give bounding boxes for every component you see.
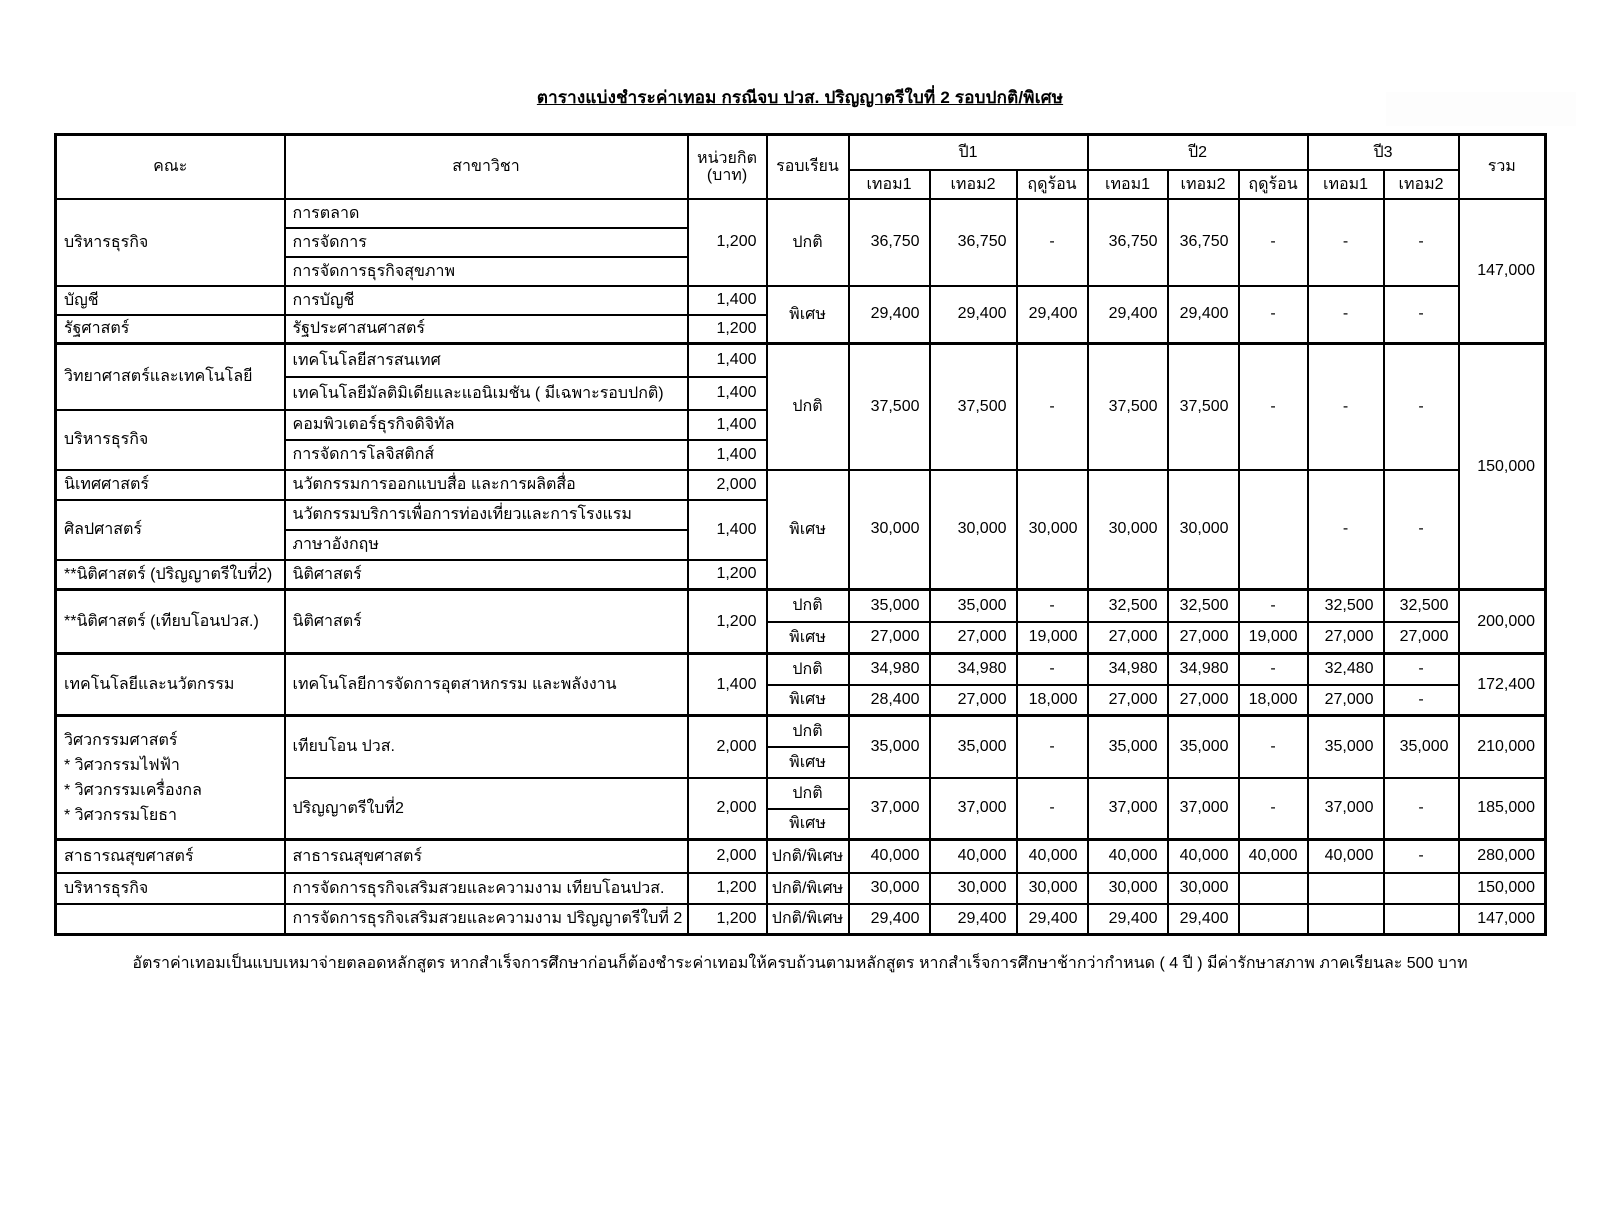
major-cell: ภาษาอังกฤษ xyxy=(285,530,688,560)
round-cell: ปกติ xyxy=(767,590,849,622)
fee-cell: 29,400 xyxy=(1088,904,1168,935)
fee-cell: 34,980 xyxy=(849,654,930,685)
fee-cell: 29,400 xyxy=(1017,286,1088,344)
major-cell: การบัญชี xyxy=(285,286,688,315)
total-cell: 147,000 xyxy=(1459,199,1546,344)
faculty-cell: บริหารธุรกิจ xyxy=(56,199,285,286)
fee-cell: 29,400 xyxy=(849,286,930,344)
fee-cell: - xyxy=(1384,470,1459,590)
table-row xyxy=(56,716,1546,747)
fee-cell: 19,000 xyxy=(1239,622,1308,654)
faculty-line: วิศวกรรมศาสตร์ xyxy=(64,731,178,749)
col-header-year1: ปี1 xyxy=(849,135,1088,170)
fee-cell: - xyxy=(1384,685,1459,716)
col-header-total: รวม xyxy=(1459,135,1546,199)
fee-cell: - xyxy=(1384,344,1459,470)
fee-cell: 32,480 xyxy=(1308,654,1384,685)
credit-cell: 1,400 xyxy=(688,344,767,377)
col-header-y1-summer: ฤดูร้อน xyxy=(1017,170,1088,199)
fee-cell: 40,000 xyxy=(1239,840,1308,873)
round-cell: พิเศษ xyxy=(767,622,849,654)
fee-cell: - xyxy=(1384,286,1459,344)
major-cell: เทคโนโลยีสารสนเทศ xyxy=(285,344,688,377)
col-header-credit xyxy=(688,135,767,199)
fee-cell xyxy=(1384,904,1459,935)
fee-cell: 40,000 xyxy=(1017,840,1088,873)
fee-cell: 36,750 xyxy=(849,199,930,286)
credit-cell: 2,000 xyxy=(688,716,767,778)
table-row xyxy=(56,904,1546,935)
fee-cell: 27,000 xyxy=(1308,685,1384,716)
col-header-credit-line1: หน่วยกิต xyxy=(697,149,757,167)
major-cell: การจัดการ xyxy=(285,228,688,257)
round-cell: ปกติ xyxy=(767,199,849,286)
fee-cell: - xyxy=(1308,344,1384,470)
fee-cell: 36,750 xyxy=(930,199,1017,286)
credit-cell: 2,000 xyxy=(688,470,767,500)
fee-cell: 29,400 xyxy=(849,904,930,935)
major-cell: สาธารณสุขศาสตร์ xyxy=(285,840,688,873)
scan-artifact xyxy=(1386,92,1576,126)
fee-cell: - xyxy=(1017,199,1088,286)
footnote: อัตราค่าเทอมเป็นแบบเหมาจ่ายตลอดหลักสูตร หากสำเร็จการศึกษาก่อนก็ต้องชำระค่าเทอมให้ครบถ้วนตามหลักสูตร หากสำเร็จการศึกษาช้ากว่ากำหนด ( 4 ปี ) มีค่ารักษาสภาพ ภาคเรียนละ 500 บาท xyxy=(132,955,1468,972)
table-row xyxy=(56,654,1546,685)
round-cell: พิเศษ xyxy=(767,685,849,716)
fee-cell: 32,500 xyxy=(1384,590,1459,622)
fee-cell: 30,000 xyxy=(1088,873,1168,904)
credit-cell: 1,200 xyxy=(688,873,767,904)
table-row xyxy=(56,840,1546,873)
fee-cell: - xyxy=(1017,654,1088,685)
fee-cell: 35,000 xyxy=(1088,716,1168,778)
total-cell: 150,000 xyxy=(1459,873,1546,904)
total-cell: 280,000 xyxy=(1459,840,1546,873)
fee-cell: 36,750 xyxy=(1168,199,1239,286)
credit-cell: 1,200 xyxy=(688,560,767,590)
fee-cell: 34,980 xyxy=(930,654,1017,685)
major-cell: เทคโนโลยีมัลติมิเดียและแอนิเมชัน ( มีเฉพาะรอบปกติ) xyxy=(285,377,688,410)
col-header-y1-term2: เทอม2 xyxy=(930,170,1017,199)
round-cell: ปกติ xyxy=(767,778,849,809)
fee-cell: - xyxy=(1239,199,1308,286)
fee-cell: 27,000 xyxy=(1168,685,1239,716)
fee-cell xyxy=(1308,873,1384,904)
fee-cell: 29,400 xyxy=(1168,286,1239,344)
credit-cell: 1,400 xyxy=(688,440,767,470)
fee-cell: 19,000 xyxy=(1017,622,1088,654)
col-header-year3: ปี3 xyxy=(1308,135,1459,170)
col-header-major: สาขาวิชา xyxy=(285,135,688,199)
fee-cell: 30,000 xyxy=(1017,470,1088,590)
fee-cell: 27,000 xyxy=(1308,622,1384,654)
fee-cell: 34,980 xyxy=(1168,654,1239,685)
major-cell: การจัดการธุรกิจเสริมสวยและความงาม ปริญญาตรีใบที่ 2 xyxy=(285,904,688,935)
col-header-y3-term2: เทอม2 xyxy=(1384,170,1459,199)
major-cell: การจัดการธุรกิจสุขภาพ xyxy=(285,257,688,286)
fee-cell: - xyxy=(1384,840,1459,873)
col-header-y2-summer: ฤดูร้อน xyxy=(1239,170,1308,199)
round-cell: พิเศษ xyxy=(767,286,849,344)
fee-cell: 37,500 xyxy=(849,344,930,470)
credit-cell: 1,200 xyxy=(688,590,767,654)
fee-cell: 35,000 xyxy=(1384,716,1459,778)
credit-cell: 1,400 xyxy=(688,377,767,410)
major-cell: การจัดการธุรกิจเสริมสวยและความงาม เทียบโอนปวส. xyxy=(285,873,688,904)
faculty-cell: บริหารธุรกิจ xyxy=(56,873,285,904)
fee-cell: 32,500 xyxy=(1088,590,1168,622)
round-cell: ปกติ/พิเศษ xyxy=(767,840,849,873)
fee-cell: - xyxy=(1017,344,1088,470)
fee-cell: - xyxy=(1239,778,1308,840)
col-header-y2-term1: เทอม1 xyxy=(1088,170,1168,199)
round-cell: พิเศษ xyxy=(767,747,849,778)
fee-cell: - xyxy=(1308,470,1384,590)
fee-cell: 37,500 xyxy=(1168,344,1239,470)
total-cell: 150,000 xyxy=(1459,344,1546,590)
fee-cell: 30,000 xyxy=(849,470,930,590)
total-cell: 185,000 xyxy=(1459,778,1546,840)
major-cell: นิติศาสตร์ xyxy=(285,560,688,590)
total-cell: 172,400 xyxy=(1459,654,1546,716)
fee-cell: - xyxy=(1239,590,1308,622)
col-header-y1-term1: เทอม1 xyxy=(849,170,930,199)
fee-cell: - xyxy=(1017,716,1088,778)
round-cell: พิเศษ xyxy=(767,470,849,590)
col-header-year2: ปี2 xyxy=(1088,135,1308,170)
fee-cell: 27,000 xyxy=(849,622,930,654)
fee-cell: 29,400 xyxy=(1088,286,1168,344)
major-cell: ปริญญาตรีใบที่2 xyxy=(285,778,688,840)
fee-cell: 27,000 xyxy=(1384,622,1459,654)
major-cell: นิติศาสตร์ xyxy=(285,590,688,654)
faculty-cell-empty xyxy=(56,904,285,935)
fee-cell: 35,000 xyxy=(849,716,930,778)
major-cell: การตลาด xyxy=(285,199,688,228)
fee-cell: 27,000 xyxy=(1088,622,1168,654)
round-cell: ปกติ xyxy=(767,716,849,747)
tuition-table xyxy=(54,133,1547,936)
fee-cell: 27,000 xyxy=(930,685,1017,716)
fee-cell: 40,000 xyxy=(1308,840,1384,873)
fee-cell: - xyxy=(1384,199,1459,286)
fee-cell: 27,000 xyxy=(930,622,1017,654)
fee-cell: 37,000 xyxy=(849,778,930,840)
col-header-y3-term1: เทอม1 xyxy=(1308,170,1384,199)
fee-cell: 18,000 xyxy=(1017,685,1088,716)
fee-cell xyxy=(1384,873,1459,904)
fee-cell: 40,000 xyxy=(1168,840,1239,873)
credit-cell: 1,400 xyxy=(688,286,767,315)
fee-cell xyxy=(1239,873,1308,904)
fee-cell: 30,000 xyxy=(1168,470,1239,590)
fee-cell: 35,000 xyxy=(849,590,930,622)
fee-cell: - xyxy=(1308,199,1384,286)
fee-cell: 35,000 xyxy=(1168,716,1239,778)
fee-cell: - xyxy=(1308,286,1384,344)
fee-cell xyxy=(1308,904,1384,935)
faculty-cell: ศิลปศาสตร์ xyxy=(56,500,285,560)
fee-cell: - xyxy=(1239,344,1308,470)
fee-cell: 37,000 xyxy=(1088,778,1168,840)
fee-cell: 35,000 xyxy=(930,716,1017,778)
major-cell: นวัตกรรมการออกแบบสื่อ และการผลิตสื่อ xyxy=(285,470,688,500)
table-row xyxy=(56,286,1546,315)
fee-cell: - xyxy=(1017,778,1088,840)
credit-cell: 1,400 xyxy=(688,500,767,560)
fee-cell: 32,500 xyxy=(1308,590,1384,622)
fee-cell xyxy=(1239,904,1308,935)
fee-cell: 18,000 xyxy=(1239,685,1308,716)
fee-cell: 29,400 xyxy=(1017,904,1088,935)
fee-cell: 29,400 xyxy=(930,904,1017,935)
fee-cell: - xyxy=(1239,286,1308,344)
fee-cell: 30,000 xyxy=(1088,470,1168,590)
fee-cell: 37,500 xyxy=(930,344,1017,470)
table-row xyxy=(56,470,1546,500)
fee-cell: - xyxy=(1384,654,1459,685)
credit-cell: 1,200 xyxy=(688,904,767,935)
fee-cell: 32,500 xyxy=(1168,590,1239,622)
col-header-credit-line2: (บาท) xyxy=(706,166,748,184)
total-cell: 210,000 xyxy=(1459,716,1546,778)
fee-cell: 34,980 xyxy=(1088,654,1168,685)
fee-cell: 28,400 xyxy=(849,685,930,716)
fee-cell: 29,400 xyxy=(1168,904,1239,935)
fee-cell: 35,000 xyxy=(1308,716,1384,778)
fee-cell: 29,400 xyxy=(930,286,1017,344)
major-cell: เทคโนโลยีการจัดการอุตสาหกรรม และพลังงาน xyxy=(285,654,688,716)
credit-cell: 1,400 xyxy=(688,410,767,440)
fee-cell: - xyxy=(1017,590,1088,622)
round-cell: ปกติ/พิเศษ xyxy=(767,904,849,935)
table-row xyxy=(56,344,1546,377)
page-title: ตารางแบ่งชำระค่าเทอม กรณีจบ ปวส. ปริญญาตรีใบที่ 2 รอบปกติ/พิเศษ xyxy=(536,88,1064,107)
faculty-cell: เทคโนโลยีและนวัตกรรม xyxy=(56,654,285,716)
total-cell: 147,000 xyxy=(1459,904,1546,935)
major-cell: รัฐประศาสนศาสตร์ xyxy=(285,315,688,344)
fee-cell: 37,000 xyxy=(1308,778,1384,840)
fee-cell xyxy=(1239,470,1308,590)
table-row xyxy=(56,199,1546,228)
faculty-cell xyxy=(56,716,285,840)
faculty-cell: วิทยาศาสตร์และเทคโนโลยี xyxy=(56,344,285,410)
faculty-cell: **นิติศาสตร์ (ปริญญาตรีใบที่2) xyxy=(56,560,285,590)
round-cell: ปกติ xyxy=(767,654,849,685)
credit-cell: 1,200 xyxy=(688,199,767,286)
col-header-round: รอบเรียน xyxy=(767,135,849,199)
fee-cell: 40,000 xyxy=(849,840,930,873)
fee-cell: 40,000 xyxy=(1088,840,1168,873)
fee-cell: 30,000 xyxy=(930,470,1017,590)
fee-cell: 40,000 xyxy=(930,840,1017,873)
major-cell: การจัดการโลจิสติกส์ xyxy=(285,440,688,470)
faculty-cell: สาธารณสุขศาสตร์ xyxy=(56,840,285,873)
faculty-cell: บริหารธุรกิจ xyxy=(56,410,285,470)
round-cell: ปกติ/พิเศษ xyxy=(767,873,849,904)
fee-cell: 37,000 xyxy=(930,778,1017,840)
faculty-cell: **นิติศาสตร์ (เทียบโอนปวส.) xyxy=(56,590,285,654)
faculty-cell: รัฐศาสตร์ xyxy=(56,315,285,344)
col-header-y2-term2: เทอม2 xyxy=(1168,170,1239,199)
faculty-line: * วิศวกรรมไฟฟ้า xyxy=(64,756,180,774)
fee-cell: 37,000 xyxy=(1168,778,1239,840)
fee-cell: 30,000 xyxy=(849,873,930,904)
faculty-cell: นิเทศศาสตร์ xyxy=(56,470,285,500)
fee-cell: 30,000 xyxy=(930,873,1017,904)
major-cell: คอมพิวเตอร์ธุรกิจดิจิทัล xyxy=(285,410,688,440)
fee-cell: - xyxy=(1239,716,1308,778)
table-row xyxy=(56,873,1546,904)
major-cell: เทียบโอน ปวส. xyxy=(285,716,688,778)
table-row xyxy=(56,590,1546,622)
credit-cell: 2,000 xyxy=(688,778,767,840)
fee-cell: 37,500 xyxy=(1088,344,1168,470)
major-cell: นวัตกรรมบริการเพื่อการท่องเที่ยวและการโรงแรม xyxy=(285,500,688,530)
col-header-faculty: คณะ xyxy=(56,135,285,199)
credit-cell: 1,400 xyxy=(688,654,767,716)
fee-cell: 27,000 xyxy=(1088,685,1168,716)
fee-cell: 36,750 xyxy=(1088,199,1168,286)
round-cell: พิเศษ xyxy=(767,809,849,840)
fee-cell: - xyxy=(1239,654,1308,685)
faculty-line: * วิศวกรรมโยธา xyxy=(64,806,177,824)
total-cell: 200,000 xyxy=(1459,590,1546,654)
fee-cell: 30,000 xyxy=(1017,873,1088,904)
faculty-line: * วิศวกรรมเครื่องกล xyxy=(64,781,202,799)
credit-cell: 1,200 xyxy=(688,315,767,344)
fee-cell: 35,000 xyxy=(930,590,1017,622)
faculty-cell: บัญชี xyxy=(56,286,285,315)
credit-cell: 2,000 xyxy=(688,840,767,873)
fee-cell: 30,000 xyxy=(1168,873,1239,904)
round-cell: ปกติ xyxy=(767,344,849,470)
fee-cell: - xyxy=(1384,778,1459,840)
fee-cell: 27,000 xyxy=(1168,622,1239,654)
